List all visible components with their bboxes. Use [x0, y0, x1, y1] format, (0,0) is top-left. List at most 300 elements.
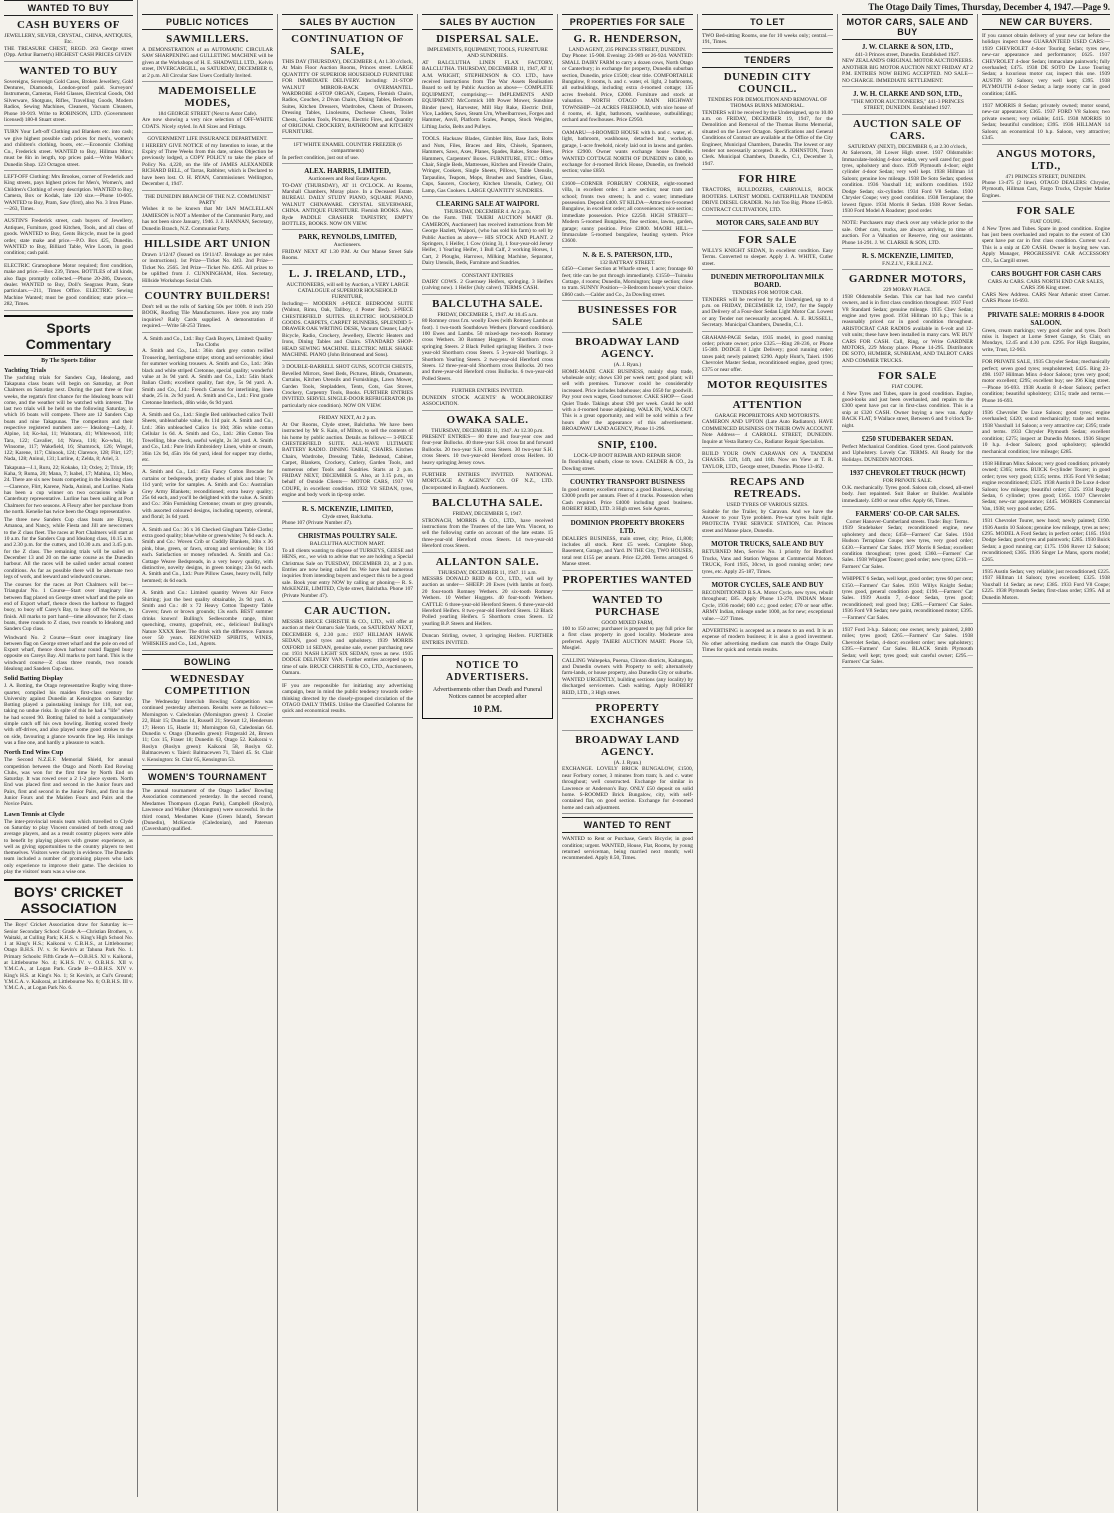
ad-title: MOTOR REQUISITES — [707, 379, 828, 391]
column-3 — [278, 14, 418, 1511]
ad-body: MESSRS DONALD REID & CO., LTD., will sell by auction as under— SHEEP: 20 Ewes (with lambs at foot). 20 four-tooth Romney Wethers. 20 six-tooth Romney Wethers. 10 Wether Hoggets. 40 four-tooth Wethers. CATTLE: 6 three-year-old Hereford Steers. 6 three-year-old Hereford Heifers. 8 two-year-old Hereford Steers. 12 Black Polled yearling Heifers. 5 Shorthorn cross Steers. 12 yearling B.P. Steers and Heifers. — [422, 576, 553, 627]
ad-body: 80 Romney cross f.m. woolly Ewes (with Romney Lambs at foot). 1 two-tooth Southdown Wethers (forward condition). 100 Ewes and Lambs. 50 mixed-age two-tooth Romney cross Wethers. 30 Romney Hoggets. 8 Shorthorn cross springing Steers. 2 Black Polled springing Heifers. 3 two-year-old Shorthorn cross Steers. 5 3-year-old Yearlings. 3 Shorthorn Yearling Steers. 2 two-year-old Hereford cross Steers. 12 three-year-old Shorthorn cross Bullocks. 20 two and three-year-old Hereford cross Bullocks. 6 two-year-old Polled Steers. — [422, 318, 553, 382]
ad-title: WANTED TO BUY — [18, 64, 118, 77]
ad-title: BUSINESSES FOR SALE — [577, 304, 678, 329]
ad-title: BROADWAY LAND AGENCY. — [575, 336, 680, 361]
ad-lead: FIAT COUPE. — [1030, 219, 1062, 226]
ad-lead: F.N.Z.I.V., F.R.E.I.N.Z. — [882, 260, 933, 267]
column-1 — [0, 0, 138, 1497]
ad-body: Duncan Stirling, owner, 3 springing Heifers. FURTHER ENTRIES INVITED. — [422, 633, 553, 646]
ad-lead: TENDERS FOR DEMOLITION AND REMOVAL OF THOMAS BURNS MEMORIAL. — [707, 96, 828, 110]
ad-body: RETURNED Men, Service No. 1 priority for Bradford Trucks, Vans and Station Wagons at Commercial Motors. TRUCK, Ford 1935, 30cwt, in good running order; new tyres, etc. Apply 25-187, Times. — [702, 549, 833, 575]
ad-body: I HEREBY GIVE NOTICE of my Intention to issue, at the Expiry of Three Weeks from this date, unless Objection be previously lodged, a COPY POLICY to take the place of Policy No. 4,220, on the life of JAMES ALEXANDER RICHARD BELL, of Tarras, Rabbiter, which is Declared to have been lost. O. H. RYAN, Commissioner. Wellington, December 4, 1947. — [142, 142, 273, 188]
ad-body: EXCHANGE. LOVELY BRICK BUNGALOW, £1500, near Forbury corner, 3 minutes from tram; h. and c. water throughout; well constructed. Exchange for similar in Lawrence or Anderson's Bay. ONLY £50 deposit on solid home. S-ROOMED Brick Bungalow, city, with self-contained flat, on good section. Exchange for 4-roomed home and cash adjustment. — [562, 766, 693, 811]
ad-title: COUNTRY BUILDERS! — [144, 289, 271, 302]
notice-title: NOTICE TO ADVERTISERS. — [446, 660, 529, 684]
ad-lead: 184 GEORGE STREET (Next to Astor Cafe). — [157, 111, 258, 118]
classified-ad — [562, 439, 693, 475]
classified-ad — [422, 273, 553, 295]
ad-body: WHIPPET 6 Sedan, well kept, good order; tyres 60 per cent; £150.—Farmers' Car Sales. 1931 Willys Knight Sedan; tyres good, general condition good; £190.—Farmers' Car Sales. 1939 Austin 7, 4-door Sedan, tyres good; reconditioned; real good buy; £285.—Farmers' Car Sales. 1936 Ford V8 Sedan; new paint, reconditioned motor; £395.—Farmers' Car Sales. — [842, 576, 973, 621]
classified-ad — [842, 627, 973, 668]
ad-title: N. & E. S. PATERSON, LTD., — [582, 250, 673, 259]
classified-ad — [562, 519, 693, 571]
classified-ad — [842, 273, 973, 367]
section-heading: NEW CAR BUYERS. — [982, 14, 1110, 30]
ad-body: Perfect Mechanical Condition. Good tyres. Good paintwork and Upholstery. Lovely Car. TERMS. All Ready for the Holidays. DUNEDIN MOTORS. — [842, 444, 973, 463]
ad-body: WANTED to Rent or Purchase, Gent's Bicycle; in good condition; urgent. WANTED, House, Flat, Rooms, by young returned serviceman, being married next month; well recommended. Apply 8.50, Times. — [562, 836, 693, 862]
ad-title: RECAPS AND RETREADS. — [730, 476, 805, 501]
classified-ad — [702, 71, 833, 170]
ad-body: ADVERTISING is accepted as a means to an end. It is an expense of modern business; it is also a good investment. No other advertising medium can match the Otago Daily Times for quick and certain results. — [702, 627, 833, 654]
classified-ad — [282, 233, 413, 264]
column-6 — [698, 14, 838, 1511]
ad-lead: BALCLUTHA AUCTION MART. — [309, 541, 386, 548]
classified-ad — [562, 33, 693, 127]
ad-title: MOTOR CYCLES, SALE AND BUY — [711, 580, 824, 589]
classified-ad — [702, 399, 833, 448]
ad-body: Wishes it to be known that Mr IAN MACLELLAN JAMIESON is NOT a Member of the Communist Party, and has not been since January, 1946. J. J. HANNAN, Secretary, Dunedin Branch, N.Z. Communist Party. — [142, 206, 273, 232]
classified-ad — [842, 220, 973, 249]
feature-subhead: North End Wins Cup — [4, 749, 64, 757]
ad-lead: GOOD MIXED FARM, — [601, 619, 654, 626]
classified-ad — [842, 252, 973, 270]
classified-ad — [982, 518, 1110, 566]
ad-body: £1600—CORNER FORBURY CORNER, eight-roomed villa, in excellent order. 1 acre section; near tram and school; fronts two streets; h. and c. water; immediate possession. Deposit £400. ST KILDA—Attractive 6-roomed Bungalow, in excellent order; all conveniences; nice section; immediate possession. Price £2250. HIGH STREET—Modern 5-roomed Bungalow, fine sections, lawns, garden, garage; sunny position. Price £2800. MAORI HILL—Immaculate 5-roomed bungalow, heating system. Price £3600. — [562, 180, 693, 245]
ad-lead: Auctioneers and Real Estate Agents. — [308, 176, 387, 183]
ad-body: MESSRS BRUCE CHRISTIE & CO., LTD., will offer at auction at their Oamaru Sale Yards, on SATURDAY NEXT, DECEMBER 6, 2.30 p.m.: 1937 HILLMAN HAWK SEDAN, good tyres and upholstery. 1939 MORRIS OXFORD 14 SEDAN, genuine sale, owner purchasing new car. 1931 NASH LIGHT SIX SEDAN, tyres as new. 1935 DODGE DELIVERY VAN. Further entries accepted up to time of sale. BRUCE CHRISTIE & CO., LTD., Auctioneers, Oamaru. — [282, 619, 413, 677]
ad-lead: AUCTIONEERS, will sell by Auction, a VERY LARGE CATALOGUE of SUPERIOR HOUSEHOLD FURNITURE, — [286, 281, 409, 301]
notice-deadline: 10 P.M. — [473, 704, 502, 715]
ad-body: Sovereigns, Sovereign Gold Cases, Broken Jewellery, Gold Dentures, Diamonds, London-proof paid. Surveyors' Instruments, Cameras, Field Glasses, Electrical Goods, Old Silverware, Shotguns, Rifles, Travelling Goods, Modern Radios, Sewing Machines, Cleaners, Vacuum Cleaners, Phone 10-919. Write to ROBINSON, LTD. (Government licensed) 180-8 Stuart street. — [4, 78, 133, 124]
classified-ad — [982, 205, 1110, 267]
ad-title: CASH BUYERS OF — [17, 19, 120, 31]
classified-ad — [702, 33, 833, 49]
feature-subhead: Yachting Trials — [4, 366, 47, 374]
ad-body: 1938 Hillman Minx Saloon; very good condition; privately owned; £365; terms. BUICK 6-cylinder Tourer; in good order; tyres very good; £135; terms. 1935 Ford V8 Sedan; engine reconditioned; £325. 1938 Austin 8 De Luxe 4-door Saloon; low mileage; beautiful order; £325. 1934 Rugby Sedan, 6 cylinder; tyres good; £165. 1937 Chevrolet Sedan; new-car appearance; £445. MORRIS Commercial Van, 1938; very good order, £295. — [982, 460, 1110, 512]
ad-title: MADEMOISELLE MODES, — [158, 85, 257, 110]
classified-ad — [142, 136, 273, 190]
ad-title: HILLSIDE ART UNION — [144, 237, 271, 250]
classified-ad — [4, 174, 133, 215]
classified-ad — [982, 103, 1110, 144]
section-heading: WANTED TO BUY — [4, 0, 133, 16]
ad-body: LEFT-OFF Clothing: Mrs Brookes, corner of Frederick and King streets, pays highest prices for Men's, Women's, and Children's Clothing of every description. WANTED to Buy, Camera, Box or Kodak, late 120 size.—Phone 10-605. WANTED to Buy, Pram, Saw (first), also No. 3 Iron Plane.—263, Times. — [4, 173, 133, 212]
section-heading: BOWLING — [142, 654, 273, 670]
ad-lead: Clyde street, Balclutha. — [322, 513, 373, 520]
classified-ad — [562, 181, 693, 248]
ad-body: 1931 Chevrolet Tourer, new hood; newly painted; £190. 1936 Austin 10 Saloon; genuine low mileage, tyres as new; £295. MODEL A Ford Sedan; in perfect order; £185. 1934 Dodge Sedan; good tyres and paintwork; £285. 1930 Buick Sedan; a good running car; £175. 1936 Rover 12 Saloon; reconditioned; £365. 1936 Singer Le Mans, sports model; £265. — [982, 518, 1111, 563]
ad-body: ELECTRIC Gramophone Motor required; first condition, make and price.—Box 239, Times. BOTTLES of all kinds, also flags promptly collected.—Phone 20-286, Dawson, dealer. WANTED to Buy, Doll's Seagrass Pram, State particulars.—211, Times Office. ELECTRIC Sewing Machine Wanted; must be good condition; state price.—282, Times. — [4, 262, 133, 308]
ad-body: 1937 Ford 3-h.p. Saloon; one owner, newly painted, 2,800 miles; tyres good; £265.—Farmers' Car Sales. 1938 Chevrolet Sedan, 4-door; excellent order; new upholstery; £395.—Farmers' Car Sales. BLACK Smith Plymouth Sedan; well kept; tyres good; suit careful owner; £295.—Farmers' Car Sales. — [842, 627, 973, 666]
section-heading: SALES BY AUCTION — [282, 14, 413, 30]
classified-ad — [422, 136, 553, 197]
ad-body: To all clients wanting to dispose of TURKEYS, GEESE and HENS, etc., we wish to advise that we are holding a Special Christmas Sale on TUESDAY, DECEMBER 23, at 2 p.m. Entries are now being called for. We have had numerous inquiries from intending buyers and expect this to be a good sale. Book your entry NOW by calling or phoning— R. S. McKENZIE, LIMITED, Clyde street, Balclutha. Phone 107 (Private Number 47). — [282, 547, 413, 599]
feature-paragraph: J. A. Botting, the Otago representative Rugby wing three-quarter, compiled his maiden first-class century for University against Dunedin at Kensington on Saturday. Botting played a painstaking innings for 110, not out, taking no undue risks. In spite of this he had a "life" when he had scored 90. Botting failed to hold a comparatively simple catch off his own bowling. Botting scored freely with off-drives, and also played some good strokes to the on side, favouring a glance towards fine leg. His innings was a fine one, and hardly a pleasure to watch. — [4, 683, 133, 746]
section-heading: MOTOR CARS, SALE AND BUY — [842, 14, 973, 40]
ad-body: Are now showing a very nice selection of OFF-WHITE COATS. Nicely styled. In All Sizes and Fittings. — [142, 117, 273, 130]
ad-body: DAIRY COWS. 2 Guernsey Heifers, springing. 3 Heifers (calving now). 1 Heifer (July calver). TERMS CASH. — [422, 279, 553, 292]
feature-paragraph: The three new Sanders Cup class boats are Elyssa, Amanoa, and Nancy, while Fiesta and Jill are newcomers to the Z class fleet. The races at Port Chalmers will start at 10 a.m. for the Sanders Cup and Idealong class, 10.15 a.m. and 2.30 p.m. for the cutters, and 10.30 a.m. and 3.45 p.m. for the Z class. The remaining trials will be sailed on December 13 and 20 on the same course as the Dunedin harbour. All the races will be sailed under actual contest conditions. As far as possible there will be alternate two legs of work, and leeward and windward courses. — [4, 517, 133, 580]
classified-ad — [282, 532, 413, 602]
ad-body: At Saleroom, 30 Lower High street. 1937 Oldsmobile: Immaculate-looking 4-door sedan, very well cared for; good tyres, upholstery and duco. 1939 Plymouth 4-door; eight cylinder 4-door Sedan; very well kept. 1938 Hillman 14 Saloon; genuine low mileage. 1938 De Soto Sedan; spotless condition. 1936 Vauxhall 14; uniform condition. 1932 Dodge Sedan; six-cylinder. 1934 Ford V8 Sedan. 1930 Chrysler Coupe; very good condition. 1938 Terraplane; the lowest figure. 1934 Morris 8 Sedan. 1938 Rover Sedan. 1930 Ford Model A Roadster; good order. — [842, 150, 973, 214]
ad-title: CONTINUATION OF SALE, — [291, 33, 404, 57]
ad-body: TENDERS will be received by the Undersigned, up to 10.00 a.m. on FRIDAY, DECEMBER 19, 1947, for the Demolition and Removal of the Thomas Burns Memorial, situated on the Lower Octagon. Specifications and General Conditions of Contract are available at the Office of the City Engineer, Municipal Chambers, Dunedin. The lowest or any tender not necessarily accepted. R. A. JOHNSTON, Town Clerk. Municipal Chambers, Dunedin, C.1, December 3, 1947. — [702, 109, 833, 167]
ad-lead: THURSDAY, DECEMBER 4. At 2 p.m. — [443, 208, 531, 215]
classified-ad — [4, 129, 133, 170]
classified-ad — [4, 19, 133, 62]
classified-ad — [142, 85, 273, 133]
feature-byline: By The Sports Editor — [41, 357, 96, 364]
classified-ad — [562, 130, 693, 178]
classified-ad — [562, 251, 693, 301]
section-heading: TO LET — [702, 14, 833, 30]
section-heading: WANTED TO RENT — [562, 817, 693, 833]
ad-body: A. Smith and Co.: Limited quantity Woven Air Force Shirting; just the best quality obtainable, 2s 9d yard. A. Smith and Co.: 48 x 72 Heavy Cotton Tapestry Table Covers; fawn or brown grounds; 13s each. BEST summer drinks known! Bulling's Sedlescombe range, thirst quenching, creamy, grapefruit, etc., delicious! Bulling's Nature XXXX Beer. The drink with the difference. Famous over 50 years. RENOWNED SPIRITS, WINES, WHISKIES and Co., Ltd., Agents. — [142, 590, 273, 648]
ad-body: RECONDITIONED B.S.A. Motor Cycle, new tyres, rebuilt throughout; £85. Apply Phone 13-270. INDIAN Motor Cycle, 1936 model; 600 c.c.; good order; £70 or near offer. ARMY Indian, mileage under 1000, as for new; exceptional value.—227 Times. — [702, 589, 833, 622]
ad-body: Including— MODERN 4-PIECE BEDROOM SUITE (Walnut, Rimu, Oak, Tallboy, 4 Poster Bed). 3-PIECE CHESTERFIELD SUITES. ELECTRIC HOUSEHOLD GOODS. CARPETS, CARPET RUNNERS, SPLENDID 5-DRAWER OAK WRITING DESK, Vacuum Cleaner, Lady's Bicycle, Radio, Crockery, Jewellery, Electric Heaters and Irons, Dining Tables and Chairs. STANDARD SHOP-HEAD SEWING MACHINE. ELECTRIC MILK SHAKE MACHINE. PIANO (John Brinsmead and Sons). — [282, 300, 413, 359]
ad-body: BUILD YOUR OWN CARAVAN ON A TANDEM CHASSIS. 12ft, 14ft, and 16ft. Now on View at T. R. TAYLOR, LTD., George street, Dunedin. Phone 13-462. — [702, 451, 833, 470]
ad-title: L. J. IRELAND, LTD., — [288, 267, 407, 280]
classified-ad — [982, 148, 1110, 203]
ad-title: CHRISTMAS POULTRY SALE. — [297, 532, 397, 541]
feature-paragraph: The inter-provincial tennis team which travelled to Clyde on Saturday to play Vincent consisted of both strong and average players, and as a result country players were able to benefit by playing players with greater experience, as well as giving opportunities to the country players to test themselves. Visitors were clearly in evidence. The Dunedin team included a number of promising players who lack only experience to improve their game. The decision to play the visitors' team was a wise one. — [4, 818, 133, 875]
ad-title: FOR HIRE — [738, 173, 797, 186]
ad-lead: LAND AGENT, 235 PRINCES STREET, DUNEDIN. — [568, 47, 687, 53]
classified-ad — [142, 238, 273, 287]
classified-ad — [142, 33, 273, 82]
ad-body: A DEMONSTRATION of an AUTOMATIC CIRCULAR SAW SHARPENING and GULLETING MACHINE will be given at the Workshops of H. E. SHADWELL LTD., Kelvin street, INVERCARGILL, on SATURDAY, DECEMBER 6, at 2 p.m. All Circular Saw Users Cordially Invited. — [142, 47, 273, 79]
classified-ad — [282, 167, 413, 230]
ad-title: FOR SALE — [738, 233, 797, 246]
classified-ad — [842, 90, 973, 115]
section-heading: PUBLIC NOTICES — [142, 14, 273, 30]
notice-to-advertisers — [422, 655, 553, 719]
ad-lead: 132 BATTRAY STREET. — [599, 259, 656, 266]
ad-title: DUNEDIN METROPOLITAN MILK BOARD. — [710, 273, 825, 290]
section-heading: TENDERS — [702, 52, 833, 68]
section-heading: PROPERTIES FOR SALE — [562, 14, 693, 30]
ad-body: The annual tournament of the Otago Ladies' Bowling Association commenced yesterday. In the second round, Mesdames Thompson (Logan Park), Campbell (Roslyn), Lawrence and Walker (Mornington) were successful. In the third round, Mesdames Kane (Green Island), Stewart (Dunedin), McKenzie (Caledonian), and Paterson (Caversham) qualified. — [142, 787, 273, 833]
column-2 — [138, 14, 278, 1511]
classified-ad — [4, 263, 133, 311]
section-heading: WOMEN'S TOURNAMENT — [142, 769, 273, 785]
ad-lead: FRIDAY, DECEMBER 5, 1947. — [452, 511, 523, 518]
classified-ad — [562, 734, 693, 814]
ad-body: OAMARU—4-ROOMED HOUSE with h. and c. water, el. light, bathroom, washhouse, detached hut, workshop, garage, 1-acre freehold, nicely laid out in lawns and garden. Price £2900. Owner wants exchange house Dunedin. WANTED COTTAGE NORTH OF DUNEDIN to £800, to exchange for 4-roomed Brick House, Dunedin, on freehold section; value £850. — [562, 129, 693, 175]
ad-title: DUNEDIN CITY COUNCIL. — [723, 70, 812, 95]
ad-lead: Auctioneers. — [333, 242, 362, 249]
ad-body: TRACTORS, BULLDOZERS, CARRYALLS, ROCK ROOTERS. LATEST MODEL CATERPILLAR TANDEM DRIVE DIESEL GRADER. No Job Too Big. Phone 15-863. CONTRACT CULTIVATION, LTD. — [702, 187, 833, 213]
classified-ad — [562, 336, 693, 435]
ad-body: The Wednesday Interclub Bowling Competition was continued yesterday afternoon. Results were as follows:— Mornington v. Caledonian (Mornington green): J. Crozier 22, Blair 15; Dundas 14, Russell 21; Stewart 12, Henderson 17; Heron 15, Hastie 11; Mornington 63, Caledonian 64. Dunedin v. Otago (Dunedin green): Fitzgerald 24, Brown 11; Cox 15, Fraser 18; Dunedin 63, Otago 52. Kaikorai v. Roslyn (Roslyn green): Kaikorai 58, Roslyn 62. Balmacewen v. Taieri: Balmacewen 71, Taieri 45. St. Clair v. Kensington: St. Clair 65, Kensington 53. — [142, 698, 273, 763]
ad-title: ALEX. HARRIS, LIMITED, — [304, 167, 391, 176]
ad-title: ATTENTION — [732, 399, 803, 411]
ad-lead: FRIDAY, DECEMBER 5, 1947. At 10.45 a.m. — [437, 311, 538, 318]
ad-title: WANTED TO PURCHASE — [591, 593, 664, 618]
ad-title: BALCLUTHA SALE. — [432, 297, 543, 310]
ad-body: WILLYS KNIGHT SEDAN, In excellent condition. Easy Terms. Converted to sleeper. Apply J. A. WHITE, Cutler street. — [702, 247, 833, 267]
ad-lead: JEWELLERY, SILVER, CRYSTAL, CHINA, ANTIQUES, Etc. — [4, 33, 133, 46]
ad-body: 1935 Austin Sedan; very reliable; just reconditioned; £225. 1937 Hillman 14 Saloon; tyres excellent; £325. 1938 Vauxhall 14 Sedan; as new; £385. 1933 Ford V8 Coupe; £225. 1938 Plymouth Sedan; first-class order; £395. All at Dunedin Motors. — [982, 569, 1110, 601]
classified-ad — [142, 290, 273, 333]
cricket-heading: BOYS' CRICKET ASSOCIATION — [4, 879, 133, 920]
classified-ad — [842, 118, 973, 217]
ad-title: CAR AUCTION. — [304, 605, 391, 618]
classified-ad — [562, 658, 693, 699]
ad-body: GRAHAM-PAGE Sedan, 1935 model, in good running order; private owner; price £325.—Ring 28-236, or Phone 15-389. DODGE 8 Light Delivery; good running order; taxes paid; newly painted; £290. Apply Hunt's, Taieri. 1936 Chevrolet Master Sedan, reconditioned engine, good tyres; £375 or near offer. — [702, 334, 833, 373]
classified-ad — [282, 364, 413, 412]
ad-lead: (A. J. Ryan.) — [613, 760, 642, 767]
column-7 — [838, 14, 978, 1511]
ad-title: ANGUS MOTORS, LTD., — [996, 147, 1096, 172]
classified-ad — [842, 510, 973, 573]
ad-body: Suitable for the Trailer, by Caravan. And we have the Answer to your Tyre problem. Pre-war tyres built right. PROTECTA TYRE SERVICE STATION, Cnr. Princes street and Manse place, Dunedin. — [702, 508, 833, 534]
ad-title: PRIVATE SALE: MORRIS 8 4-DOOR SALOON. — [987, 310, 1105, 327]
ad-body: A. Smith and Co., Ltd.: Single Bed unbleached calico Twill Sheets, unbleachable value, 8s 11d pair. A. Smith and Co., Ltd.: 36in unbleached Calico 1s 10d; 36in white cotton Cellular 1s 6d. A. Smith and Co., Ltd.: 28in Cotton Tea Towelling, blue check, useful weight, 2s 3d yard. A. Smith and Co., Ltd.: Pure Irish Embroidery Linen, white or cream, 36in 12s 9d, 45in 16s 6d yard, ideal for supper tray cloths, etc. — [142, 412, 273, 463]
classified-ad — [142, 590, 273, 651]
classified-ad — [282, 505, 413, 530]
classified-ad — [982, 33, 1110, 100]
classified-ad — [702, 628, 833, 657]
ad-body: FOR PRIVATE SALE, 1935 Chrysler Sedan; mechanically perfect; seven good tyres; reupholstered; £425. Ring 23-498. 1937 Hillman Minx 4-door Saloon; tyres very good; motor excellent; £295; excellent buy; see 396 King street.—Phone 16-693. 1938 Austin 8 4-door Saloon; perfect condition; beautiful upholstery; £315; trade and terms.—Phone 16-693. — [982, 359, 1110, 404]
ad-title: OWAKA SALE. — [446, 413, 529, 426]
ad-title: SNIP, £100. — [597, 438, 658, 451]
ad-title: FOR SALE — [878, 370, 937, 383]
classified-ad — [142, 469, 273, 523]
ad-body: At Main Floor Auction Rooms, Princes street. LARGE QUANTITY OF SUPERIOR HOUSEHOLD FURNITURE FOR IMMEDIATE DELIVERY. Including: 21-STOP WALNUT MIRROR-BACK OVERMANTEL. WARDROBE 4-STOP ORGAN, Carpets, Flemish Chairs, Radios, Couches, 2 Divan Chairs, Dining Tables, Bedroom Suites, Kitchen Dressers, Wardrobes, Chests of Drawers, Dressing Tables, Linoleums, Duchesse Chests, Toilet Chests, Garden Tools, Pictures, Electric Fires, and Quantity of ORIGINAL CROCKERY, BATHROOM and KITCHEN FURNITURE. — [282, 65, 413, 136]
page-masthead: The Otago Daily Times, Thursday, December 4, 1947.—Page 9. — [868, 2, 1110, 12]
ad-title: WEDNESDAY COMPETITION — [164, 672, 251, 697]
ad-title: 1937 CHEVROLET TRUCK (HCWT) — [849, 469, 966, 478]
ad-lead: SATURDAY (NEXT), DECEMBER 6, at 2.30 o'clock, — [848, 143, 967, 150]
classified-ad — [982, 270, 1110, 308]
ad-lead: 229 MORAY PLACE. — [883, 287, 932, 294]
ad-body: HOME-MADE CAKE BUSINESS, mainly shop trade, wholesale only; shows £30 per week nett; good plant; will sell with premises. Turnover could be considerably increased. Price includes bakehouse; also £650 for goodwill. Pay your own wages, Good turnover. CAKE SHOP— Good Quiet Trade. Takings about £90 per week. Could be sold with a 4-roomed house adjoining. WALK IN, WALK OUT. This is a great opportunity, and will be sold within a few hours after the appearance of this advertisement. BROADWAY LAND AGENCY, Phone 11-296. — [562, 368, 693, 433]
ad-body: FRIDAY NEXT AT 1.30 P.M. At Our Manse Street Sale Rooms. — [282, 248, 413, 262]
ad-body: A. Smith and Co.: 36 x 36 Checked Gingham Table Cloths; extra good quality; blue/white or green/white; 7s 6d each. A. Smith and Co.: Woven Crib or Cuddly Blankets, 30in x 36 pink, blue, green, or fawn, strong and serviceable; 8s 11d each. Satisfaction or money refunded. A. Smith and Co.: Cottage Weave Bedspreads, in a very heavy quality, with distinctive, novelty designs, in green tonings; 23s 6d each. A. Smith and Co., Ltd.: Pure Pillow Cases, heavy twill, fully hemmed; 4s 6d each. — [142, 526, 273, 584]
feature-title: Sports Commentary — [4, 315, 133, 356]
ad-lead: FOR PRIVATE SALE. — [882, 478, 933, 485]
column-4 — [418, 14, 558, 1511]
classified-ad — [702, 379, 833, 396]
ad-lead: Corner Hanover-Cumberland streets. Trade: Buy: Terms. — [846, 518, 969, 525]
ad-body: In perfect condition, just out of use. — [282, 154, 359, 161]
ad-lead: CARS At CARS. CARS NORTH END CAR SALES, CARS 396 King street. — [987, 278, 1105, 292]
ad-body: TURN Your Left-off Clothing and Blankets etc. into cash; we give highest possible cash prices for men's, women's and children's clothing, boots, etc.—Economic Clothing Co., Frederick street. WANTED to Buy, Hillman Minx; must be 8in in length, top prices paid.—Write Walker's Dunedin Shop. 123 Octagon street. — [4, 129, 133, 168]
classified-ad — [142, 194, 273, 235]
classified-ad — [4, 218, 133, 259]
ad-title: PROPERTY EXCHANGES — [590, 702, 665, 727]
classified-ad — [702, 273, 833, 331]
classified-ad — [842, 435, 973, 466]
ad-title: COUNTRY TRANSPORT BUSINESS — [570, 477, 685, 486]
classified-ad — [422, 414, 553, 469]
feature-paragraph: Takapuna—J.1, Ruru, 22; Kokako, 13; Oxley, 2; Trixie, 19; Kaha, 9; Ruma, 20; Mana, 7; Isabel, 17; Mahina, 13; Meo, 24. There are six new boats competing in the Idealong class—Clarence, Flirt, Karene, Nada, Aninui, and Lurline. Nada has been a cup winner on two occasions while a Canterbury representative. Lurline has been sailing at Port Chalmers for two seasons. A Fleury after her purchase from the north. Kenelie has twice been the Otago representative. — [4, 464, 133, 515]
ad-lead: 471 PRINCES STREET, DUNEDIN. — [1005, 173, 1087, 180]
classified-ad — [562, 574, 693, 591]
feature-paragraph: The Second N.Z.E.F. Memorial Shield, for annual competition between the Otago and North End Rowing Clubs, was won for the first time by North End on Saturday. It was rowed over a 2 1-2 piece system. North End was placed first and second in the Junior fours and Pairs, first and second in the Junior Pairs, and first in the Junior Fours and the Maiden Fours and Pairs and the Novice Pairs. — [4, 757, 133, 808]
ad-title: PARK, REYNOLDS, LIMITED, — [298, 233, 397, 242]
classified-ad — [842, 43, 973, 87]
classified-ad — [562, 702, 693, 731]
ad-title: GARDNER MOTORS, — [848, 273, 967, 286]
ad-lead: 441-3 Princes street, Dunedin. Established 1927. — [854, 52, 961, 58]
classified-ad — [562, 594, 693, 655]
classified-ad — [702, 335, 833, 376]
classified-ad — [422, 298, 553, 385]
ad-lead: "THE MOTOR AUCTIONEERS," 441-3 PRINCES STREET, DUNEDIN. Established 1927. — [851, 99, 964, 112]
ad-body: A. Smith and Co., Ltd.: 36in dark grey cotton twilled Trousering, herringbone stripe; strong and serviceable; ideal for summer working trousers. A. Smith and Co., Ltd.: 36in black and white striped Cretonne, special quality; wonderful value at 3s 9d yard. A. Smith and Co., Ltd.: 54in black Italian Cloth; excellent quality, fast dye, 5s 9d yard. A. Smith and Co., Ltd.: French Canvas for interlining, linen shade, 25 in. 2s 9d yard. A. Smith and Co., Ltd.: First grade Cretonne Interlock, 48in wide, 6s 9d yard. — [142, 348, 273, 406]
ad-body: FURTHER ENTRIES INVITED. NATIONAL MORTGAGE & AGENCY CO. OF N.Z., LTD. (Incorporated in England). Auctioneers. — [422, 471, 553, 491]
ad-lead: FURTHER ENTRIES INVITED. — [451, 388, 524, 395]
classified-ad — [282, 33, 413, 139]
classified-ad — [982, 359, 1110, 407]
classified-ad — [422, 472, 553, 494]
classified-ad — [282, 605, 413, 680]
ad-body: Day Phone: 15-908. Evening: 23-989 or 26-924. WANTED: SMALL DAIRY FARM to carry a dozen cows, North Otago or Canterbury; in exchange for property, Dunedin suburban section, Dunedin, price £1500; clear title. COMFORTABLE Bungalow, 8 rooms, h. and c. water, el. light, 2 bathrooms, all outbuildings, including extra 4-roomed cottage; 135 acres freehold. Price, £2000. Furniture and stock at valuation. NORTH OTAGO MAIN HIGHWAY TOWNSHIP—24 ACRES FREEHOLD, with nice house of 4 rooms, el. light, bathroom, washhouse, outbuildings; orchard and fowlhouses. Price £2950. — [562, 53, 693, 124]
classified-ad — [702, 234, 833, 270]
ad-lead: TENDERS FOR MOTOR CAR. — [732, 290, 803, 297]
ad-lead: GARAGE PROPRIETORS AND MOTORISTS. — [714, 413, 821, 419]
classified-ad — [142, 336, 273, 409]
ad-body: On the Farm. THE TAIERI AUCTION MART (R. CAMERON, Auctioneer) has received instructions from Mr George Hazlett, Waipori, (who has sold his farm) to sell by Public Auction as above— HIS STOCK AND PLANT. 2 Springers, 1 Heifer, 1 Cow (rising 3), 1 four-year-old Jersey Heifer, 1 Yearling Heifer, 1 Bull Calf, 2 working Horses, 1 Cart, 2 Ploughs, Harrows, Milking Machine, Separator, Dairy Utensils, Beds, Furniture and Sundries. — [422, 215, 553, 267]
ad-body: NEW ZEALAND'S ORIGINAL MOTOR AUCTIONEERS. ANOTHER BIG MOTOR AUCTION NEXT FRIDAY AT 2 P.M. ENTRIES NOW BEING ACCEPTED. NO SALE—NO CHARGE. IMMEDIATE SETTLEMENT. — [842, 58, 973, 84]
ad-body: Phone 13-475 (2 lines). OTAGO DEALERS: Chrysler, Plymouth, Hillman Cars, Fargo Trucks, Chrysler Marine Engines. — [982, 179, 1110, 199]
classified-ad — [422, 200, 553, 270]
feature-paragraph: Windward No. 2 Course—Start over imaginary line between flag on George street wharf and the pole on end of Export wharf, thence down harbour round flagged buoy opposite on Careys Bay. All marks to port hand. This is the windward course—Z class three rounds, two rounds Idealong and Sanders Cup class. — [4, 634, 133, 672]
ad-lead: (A. J. Ryan.) — [613, 362, 642, 369]
ad-lead: LOCK-UP BOOT REPAIR AND REPAIR SHOP. — [573, 452, 682, 459]
feature-paragraph: The yachting trials for Sanders Cup, Idealong, and Takapuna class boats will begin on Saturday, at Port Chalmers on Saturday next. During the past three or four weeks, the regatta's first chance for the Idealong boats will come, and the weather will be watched with interest. The last two trials will be held on the following Saturday, in which 16 boats will compete. There are 12 Sanders Cup boats and nine Takapunas. The competitors and their respective registered numbers are:— Idealong—Lady, J. Alpine, 14; Ko-hai, 11; Waitotara, 41; Whitewood, 110; Tara, 122; Cavalier, 14; Nawa, 116; Ko-whai, 16; Winsome, 117; Wakefield, 16; Shamrock, 126; Wingel, 122; Karene, 117; Chinook, 124; Clarence, 128; Flirt, 127; Nada, 128; Aninui, 131; Lurline, 4; Zelda, 8; Ariel, 3. — [4, 374, 133, 463]
ad-body: 1937 MORRIS 8 Sedan; privately owned; motor sound, new-car appearance; £365. 1937 FORD V8 Saloon; two private owners; very reliable; £415. 1938 MORRIS 10 Sedan; beautiful condition; £395. 1936 HILLMAN 14 Saloon; an economical 10 h.p. Saloon, very attractive; £345. — [982, 103, 1110, 142]
ad-title: FARMERS' CO-OP. CAR SALES. — [855, 509, 960, 518]
ad-body: Phone 107 (Private Number 47). — [282, 519, 353, 526]
ad-title: J. W. H. CLARKE AND SON, LTD., — [852, 90, 963, 99]
classified-ad — [142, 527, 273, 588]
ad-body: 1936 Chevrolet De Luxe Saloon; good tyres; engine overhauled; £420; sound mechanically; trade and terms. 1938 Vauxhall 14 Saloon; a very attractive car; £395; trade and terms. 1933 Chrysler Plymouth Sedan; excellent condition; £275; inspect at Dunedin Motors. 1936 Singer 10 h.p. 4-door Saloon; good upholstery; splendid mechanical condition; low mileage; £285. — [982, 410, 1110, 455]
ad-body: In flourishing suburb, close to town. CALDER & CO., 2a Dowling street. — [562, 459, 693, 472]
feature-paragraph: The courses for the races at Port Chalmers will be:— Triangular No. 1 Course—Start over imaginary line between flag placed on George street wharf and the pole on end of Export wharf, thence down the harbour to flagged buoy, to buoy off Carey's Bay, to buoy off the Warren, to finish. All marks to port hand—time allowance; for Z class boats, three rounds to Z class, two rounds to Idealong and Sanders Cup class. — [4, 582, 133, 633]
ad-body: DEALER'S BUSINESS, main street, city; Price, £1,800; includes all stock. Rent £5 week. Complete Shop, Basement, Garage, and Yard. IN THE City, TWO HOUSES, total rent £155 per annum. Price £2,200. Terms arranged. 6 Manse street. — [562, 535, 693, 568]
feature-subhead: Solid Batting Display — [4, 675, 63, 683]
ad-title: R. S. MCKENZIE, LIMITED, — [861, 251, 954, 260]
ad-lead: THIS DAY (THURSDAY), DECEMBER 4, At 1.30 o'clock, — [282, 59, 413, 65]
ad-body: IF you are responsible for initiating any advertising campaign, bear in mind the public tendency towards order-thinking directed by the closely-grouped circulation of the OTAGO DAILY TIMES. Utilise the Classified Columns for quick and economical results. — [282, 682, 413, 715]
ad-title: J. W. CLARKE & SON, LTD., — [861, 43, 954, 51]
classified-ad — [702, 581, 833, 625]
ad-body: CARS New Address. CARS Near Athenic street Corner. CARS Phone 16-693. — [982, 291, 1110, 305]
ad-body: THE TREASURE CHEST, REGD. 263 George street (Opp. Arthur Barnett's) HIGHEST CASH PRICES GIVEN — [4, 45, 133, 59]
classified-ad — [842, 469, 973, 507]
classified-ad — [982, 461, 1110, 515]
classified-ad — [702, 219, 833, 231]
classified-ad — [702, 540, 833, 578]
classified-ad — [422, 388, 553, 410]
ad-body: At Our Rooms, Clyde street, Balclutha. We have been instructed by Mr S. Kain, of Milton, to sell the contents of his home by public auction. Details as follows:— 3-PIECE CHESTERFIELD SUITE. ALL-WAVE ULTIMATE BATTERY RADIO. DINING TABLE, CHAIRS. Kitchen Chairs, Wardrobe, Dressing Table, Bedstead, Cabinet, Carpet, Blankets, Crockery, Cutlery, Garden Tools, and numerous other Tools and Sundries. Starts at 2 p.m. FRIDAY NEXT, DECEMBER 5. Also, at 3.15 p.m., on behalf of Outside Clients— MOTOR CARS, 1937 V8 COUPE, in excellent condition. 1932 V8 SEDAN, tyres, engine and body work in tip-top order. — [282, 421, 413, 499]
ad-body: AT BALCLUTHA LINEN FLAX FACTORY, BALCLUTHA. THURSDAY, DECEMBER 11, 1947, AT 11 A.M. WRIGHT, STEPHENSON & CO. LTD., have received instructions from The War Assets Realisation Board to sell by Public Auction as above— COMPLETE EQUIPMENT, comprising:— IMPLEMENTS AND EQUIPMENT: McCormick 10ft Power Mower, Sunshine Binder (new), Harvester, Mill Hay Rake, Electric Drill, Vice, Ladders, Saws, Steam Urn, Wheelbarrows, Forges and Hammer, Anvil, Platform Scales, Pumps, Stock Weights, Lifting Jacks, Belts and Pulleys. — [422, 59, 553, 130]
ad-title: CARS BOUGHT FOR CASH CARS — [991, 269, 1101, 278]
classified-ad — [422, 33, 553, 133]
ad-title: DOMINION PROPERTY BROKERS LTD. — [570, 518, 685, 535]
classified-ad — [422, 497, 553, 552]
classified-ad — [282, 142, 413, 164]
classified-ad — [282, 415, 413, 501]
ad-body: TOOLS. Hacksaw Blades, Gimblet Bits, Base Jack, Bolts and Nuts, Files, Braces and Bits, Chisels, Spanners, Hammers, Saws, Axes, Planes, Spades, Rakes, Stone Hoes, Hammers, Carpenters' Boxes. FURNITURE, ETC.: Office Chair, Single Beds, Mattresses, Kitchen and Fireside Chairs, Wringer, Cookers, Single Sheets, Pillows, Table Utensils, Tarpaulins, Teapots, Mops, Brushes and Sundries, Glass, Cups, Saucers, Crockery, Kitchen Utensils, Cutlery, Oil Lamp, Gas Cookers. LARGE QUANTITY SUNDRIES. — [422, 136, 553, 194]
cricket-paragraph: The Boys' Cricket Association draw for Saturday is:— Senior Secondary School: Grade A—Christian Brothers, v. Waitaki, at Culling Park; K.H.S. v. King's High School No. 1 at King's H.S.; Kaikorai v. C.B.H.S., at Littlebourne; Otago B.H.S. IV. v. St Kevin's at Tahuna Park No. 1. Primary Schools: Fifth Grade A—O.B.H.S. XI v. Kaikorai, at Littlebourne No. 4; K.H.S. IV. v. O.B.H.S. XII v. Y.M.C.A., at Logan Park. Grade B—O.B.H.S. XIV v. King's H.S. at King's No. 1; St Kevin's, at Cul's Ground; Y.M.C.A. v. Kaikorai, at Littlebourne No. 6; O.B.H.S. III v. Y.M.C.A., at Logan Park No. 6. — [4, 922, 133, 992]
section-heading: SALES BY AUCTION — [422, 14, 553, 30]
ad-body: 3 DOUBLE-BARRELL SHOT GUNS, SCOTCH CHESTS, Bevelled Mirrors, Steel Beds, Pictures, Blinds, Ornaments, Curtains, Kitchen Utensils and Furnishings, Lawn Mower, Garden Tools, Stepladders, Tents, Cots, Gas Stoves, Crockery, Carpentry Tools, Books. FURTHER ENTRIES INVITED. SERVEL SINGLE-DOOR REFRIGERATOR (In particularly nice condition). NOW ON VIEW. — [282, 364, 413, 409]
ad-body: AUSTIN'S Frederick street, cash buyers of Jewellery, Antiques, Furniture, good Kitchen, Tools, and all class of goods. WANTED to Buy, Gents Bicycle, must be in good order, state make and price.—P.O. Box 425, Dunedin. WANTED to Buy, Billiard Table, Wire Loom, in good condition; cash paid. — [4, 218, 133, 257]
feature-subhead: Lawn Tennis at Clyde — [4, 810, 65, 818]
ad-body: PRESENT ENTRIES— 80 three and four-year cow and four-year Bullocks. 40 three-year S.H. cross fat and forward Bullocks. 20 two-year S.H. cross Steers. 30 two-year S.H. cross Steers. 10 two-year-old Hereford cross Heifers. 10 heavy springing Jersey cows. — [422, 433, 553, 466]
classified-ad — [982, 569, 1110, 604]
ad-title: FOR SALE — [1016, 205, 1076, 218]
classified-ad — [562, 478, 693, 516]
ad-body: 1938 Oldsmobile Sedan. This car has had two careful owners, and is in first class condition throughout. 1937 Ford V8 Standard Sedan; genuine mileage. 1935 Chev Sedan; engine and tyres good. 1934 Hillman 10 h.p.; This is a reasonably priced car in good condition throughout. ARISTOCRAT CAR RADIOS available in 6-volt and 12-volt units; these have been installed in many cars. WE BUY CARS FOR CASH. Call, Ring, or Write GARDNER MOTORS, 229 Moray place. Phone 14-295. Distributors DE SOTO, HUMBER, SUNBEAM, AND TALBOT CARS AND COMMER TRUCKS. — [842, 293, 973, 364]
classified-ad — [282, 683, 413, 718]
ad-body: TWO Bed-sitting Rooms, one for 10 weeks only; central.—191, Times. — [702, 33, 833, 46]
ad-lead: FIAT COUPE. — [891, 384, 924, 391]
ad-body: O.K. mechanically. Tyres good. Saloon cab, closed, all-steel body. Just repainted. Suit Baker or Builder. Available immediately. £490 or near offer. Apply 66, Times. — [842, 484, 973, 504]
ad-lead: CONSTANT ENTRIES — [461, 272, 514, 279]
classified-ad — [982, 311, 1110, 357]
classified-ad — [4, 65, 133, 127]
ad-body: 1939 Studebaker Sedan; reconditioned engine, new upholstery and duco; £450—Farmers' Car Sales. 1934 Hudson Terraplane Coupe; new tyres, very good order; £430.—Farmers' Car Sales. 1937 Morris 8 Sedan; excellent condition throughout; tyres good; £360.—Farmers' Car Sales. 1938 Whippet Tourer; good order; new tyres; £210.—Farmers' Car Sales. — [842, 525, 973, 570]
classified-ad — [842, 370, 973, 432]
classified-ad — [702, 476, 833, 537]
ad-body: Green, cream markings; very good order and tyres. Don't miss it. Inspect at Lorne Street Garage, St. Clair, on Mondays, 12.45 and 4.30 p.m. £295. For High Bargains, write, Trust, 12-963. — [982, 327, 1110, 353]
ad-title: PROPERTIES WANTED — [562, 573, 693, 586]
classified-ad — [422, 633, 553, 649]
ad-title: AUCTION SALE OF CARS. — [853, 117, 962, 142]
ad-lead: IMPLEMENTS, EQUIPMENT, TOOLS, FURNITURE AND SUNDRIES. — [427, 47, 548, 60]
ad-body: 100 to 150 acres; purchaser is prepared to pay full price for a first class property in good locality. Moderate area preferred. Apply TAIERI AUCTION MART. Phone 53, Mosgiel. — [562, 625, 693, 652]
ad-body: Don't tell us the rolls of Sarking 50s per 100ft. 8 inch 250 BOOK, Roofing Tile Manufacturers. Have you any trade inquiries? Rally Cards supplied. A demonstration if required.—Write 58-253 Times. — [142, 303, 273, 330]
ad-title: MOTOR CARS, SALE AND BUY — [716, 218, 819, 227]
ad-title: £250 STUDEBAKER SEDAN. — [861, 435, 954, 444]
column-5 — [558, 14, 698, 1511]
ad-title: ALLANTON SALE. — [435, 555, 540, 568]
classified-ad — [282, 268, 413, 362]
ad-body: A. Smith and Co., Ltd.: 45in Fancy Cotton Brocade for curtains or bedspreads, pretty shades of pink and blue; 7s 11d yard; write for samples. A. Smith and Co.: Australian Grey Army Blankets; reconditioned; extra heavy quality; 25s 6d each, and you'll be delighted with the value. A. Smith and Co.: 36in Furnishing Cretonne; cream or grey grounds, with assorted coloured designs, including tapestry, oriental, and floral; 3s 6d yard. — [142, 469, 273, 521]
notice-body: Advertisements other than Death and Funeral Notices cannot be accepted after — [432, 687, 543, 701]
ad-lead: FRIDAY NEXT, At 2 p.m. — [318, 415, 377, 422]
ad-body: In good centre; excellent returns; a good Business, showing £3000 profit per annum. Fleet of 4 trucks. Possession when Cash required. Price £4000 including good business. ROBERT REID, LTD. 3 High street. Sole Agents. — [562, 486, 693, 513]
ad-body: If you cannot obtain delivery of your new car before the holidays inspect these GUARANTEED USED CARS:— 1939 CHEVROLET 4-door Touring Sedan; tyres new, new-car appearance and performance; £625. 1937 CHEVROLET 4-door Sedan; immaculate paintwork; fully overhauled; £475. 1938 DE SOTO De Luxe Touring Sedan; a luxurious motor car, inspect this one. 1939 AUSTIN 10 Saloon; very well kept; £395. 1938 PLYMOUTH 4-door Sedan; a large roomy car in good condition; £485. — [982, 33, 1110, 97]
ad-title: BROADWAY LAND AGENCY. — [575, 734, 680, 759]
ad-body: TENDERS will be received by the Undersigned, up to 4 p.m. on FRIDAY, DECEMBER 12, 1947, for the Supply and Delivery of a Four-door Sedan Light Motor Car. Lowest or any Tender not necessarily accepted. A. E. RUSSELL, Secretary. Municipal Chambers, Dunedin, C.1. — [702, 296, 833, 329]
classified-ad — [422, 556, 553, 631]
ad-lead: GOVERNMENT LIFE INSURANCE DEPARTMENT. — [147, 136, 268, 143]
ad-body: 4 New Tyres and Tubes. Spare in good condition. Engine has just been overhauled and repairs to the extent of £30 spent have put car in first class condition. Current w.o.f. This is a snip at £20 CASH. Owner is buying new van. Apply Manager, PROGRESSIVE CAR ACCESSORY CO., 5a Cargill street. — [982, 225, 1110, 264]
ad-title: DISPERSAL SALE. — [436, 33, 539, 45]
classified-ad — [142, 788, 273, 836]
ad-lead: USED TYRES OF VARIOUS SIZES. — [726, 502, 809, 509]
ad-body: STRONACH, MORRIS & CO., LTD., have received instructions from the Trustees of the late Wm. Vincent, to sell the following cattle on account of the late estate. 15 three-year-old Hereford cross Steers. 14 two-year-old Hereford cross Steers. — [422, 517, 553, 550]
classified-ad — [702, 173, 833, 216]
ad-body: CAMERON AND UPTON (Late Auto Radiators). HAVE COMMENCED BUSINESS ON THEIR OWN ACCOUNT. Note Address— 4 CARROLL STREET, DUNEDIN. Inquire at Vesta Battery Co., Radiator Repair Specialists. — [702, 419, 833, 445]
ad-lead: A. Smith and Co., Ltd.: Buy Cash Buyers, Limited: Quality Tea Cloths — [143, 335, 272, 348]
classified-ad — [142, 673, 273, 766]
ad-body: £450—Corner Section at Wharfe street, 1 acre; frontage 60 feet; title can be put through immediately. £1550—Tuinuku Cottage, 4 rooms; Dunedin, Mornington; large section; close to tram. SUNNY Position—3-Bedroom house's your choice. £860 cash.—Calder and Co., 2a Dowling street. — [562, 266, 693, 298]
ad-lead: 1FT WHITE ENAMEL COUNTER FREEZER (6 compartments) — [293, 141, 402, 155]
ad-title: CLEARING SALE AT WAIPORI. — [435, 199, 540, 208]
ad-body: 4 New Tyres and Tubes, spare in good condition. Engine, good-looks and just been overhauled, and repairs to the £300 spent have put car in first-class condition. This is a snip at £320 CASH. Owner buying a new van. Apply BACK FLAT, 9 Wallace street, Between 6 and 9 o'clock To-night. — [842, 390, 973, 429]
ad-title: BALCLUTHA SALE. — [432, 497, 543, 510]
ad-body: CALLING Waitepeka, Puerua, Clinton districts, Kaitangata, and Dunedin owners with Property to sell; alternatively farm-lands, or house property, also Dunedin City or suburbs. WANTED URGENTLY, building sections (any locality) by discharged servicemen. Cash waiting. Apply ROBERT REID, LTD., 3 High street. — [562, 657, 693, 696]
column-8 — [978, 14, 1114, 1511]
ad-body: TO-DAY (THURSDAY), AT 11 O'CLOCK. At Rooms, Marshall Chambers, Moray place. In a Deceased Estate. BUREAU. DAILY STUDY PIANO, SQUARE PIANO, WALNUT CHINAWARE. CRYSTAL SILVERWARE, CHINA. ANTIQUE FURNITURE. Flemish BOOKS. Also, Ryde PADDLE CRASHER TAPESTRY, EMPTY BOTTLES, BOOKS. NOW ON VIEW. — [282, 182, 413, 227]
